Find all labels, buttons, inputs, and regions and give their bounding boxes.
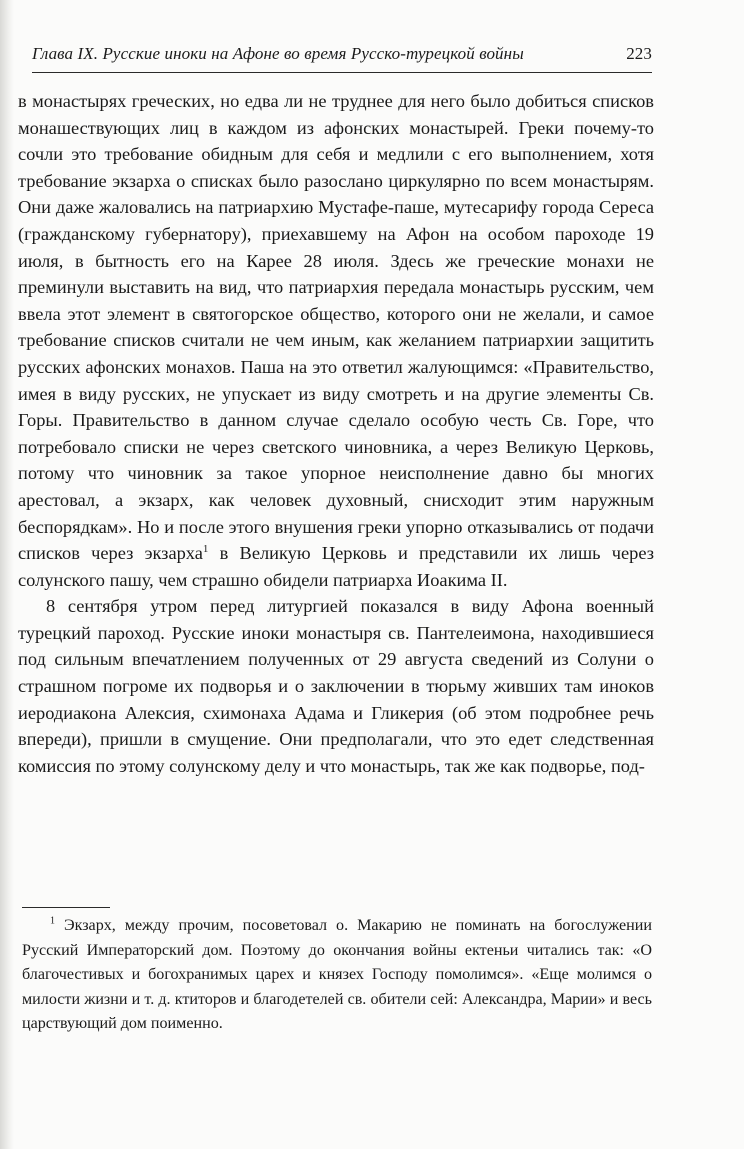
header-rule	[32, 72, 652, 73]
paragraph-1	[18, 88, 654, 593]
scan-shadow-edge	[0, 0, 14, 1149]
paragraph-1-part-a: в монастырях греческих, но едва ли не труднее для него было добиться списков монашествующих лиц в каждом из афонских монастырей. Греки почему-то сочли это требование обидным для себя и медлили с его выполнением, хотя требование экзарха о списках было разослано циркулярно по всем монастырям. Они даже жаловались на патриархию Мустафе-паше, мутесарифу города Сереса (гражданскому губернатору), приехавшему на Афон на особом пароходе 19 июля, в бытность его на Карее 28 июля. Здесь же греческие монахи не преминули выставить на вид, что патриархия передала монастырь русским, чем ввела этот элемент в святогорское общество, которого они не желали, и самое требование списков считали не чем иным, как желанием патриархии защитить русских афонских монахов. Паша на это ответил жалующимся: «Правительство, имея в виду русских, не упускает из виду смотреть и на другие элементы Св. Горы. Правительство в данном случае сделало особую честь Св. Горе, что потребовало списки не через светского чиновника, а через Великую Церковь, потому что чиновник за такое упорное неисполнение давно бы многих арестовал, а экзарх, как человек духовный, снисходит этим наружным беспорядкам». Но и после этого внушения греки упорно отказывались от подачи списков через экзарха	[18, 91, 654, 564]
paragraph-1-part-b: в Великую Церковь и представили их лишь через солунского пашу, чем страшно обидели патриарха Иоакима II.	[18, 543, 654, 590]
footnote-1	[22, 914, 652, 1037]
main-text	[18, 88, 654, 779]
footnote-text: Экзарх, между прочим, посоветовал о. Макарию не поминать на богослужении Русский Императорский дом. Поэтому до окончания войны ектеньи читались так: «О благочестивых и богохранимых царех и князех Господу помолимся». «Еще молимся о милости жизни и т. д. ктиторов и благодетелей св. обители сей: Александра, Марии» и весь царствующий дом поименно.	[22, 917, 652, 1033]
paragraph-2: 8 сентября утром перед литургией показался в виду Афона военный турецкий пароход. Русские иноки монастыря св. Пантелеимона, находившиеся под сильным впечатлением полученных от 29 августа сведений из Солуни о страшном погроме их подворья и о заключении в тюрьму живших там иноков иеродиакона Алексия, схимонаха Адама и Гликерия (об этом подробнее речь впереди), пришли в смущение. Они предполагали, что это едет следственная комиссия по этому солунскому делу и что монастырь, так же как подворье, под-	[18, 596, 654, 776]
chapter-title: Глава IX. Русские иноки на Афоне во время Русско-турецкой войны	[32, 44, 524, 63]
running-header	[32, 44, 652, 64]
footnote-number: 1	[50, 915, 55, 927]
page-number: 223	[626, 44, 652, 63]
footnote-rule	[22, 907, 110, 908]
footnote-reference: 1	[202, 542, 209, 555]
